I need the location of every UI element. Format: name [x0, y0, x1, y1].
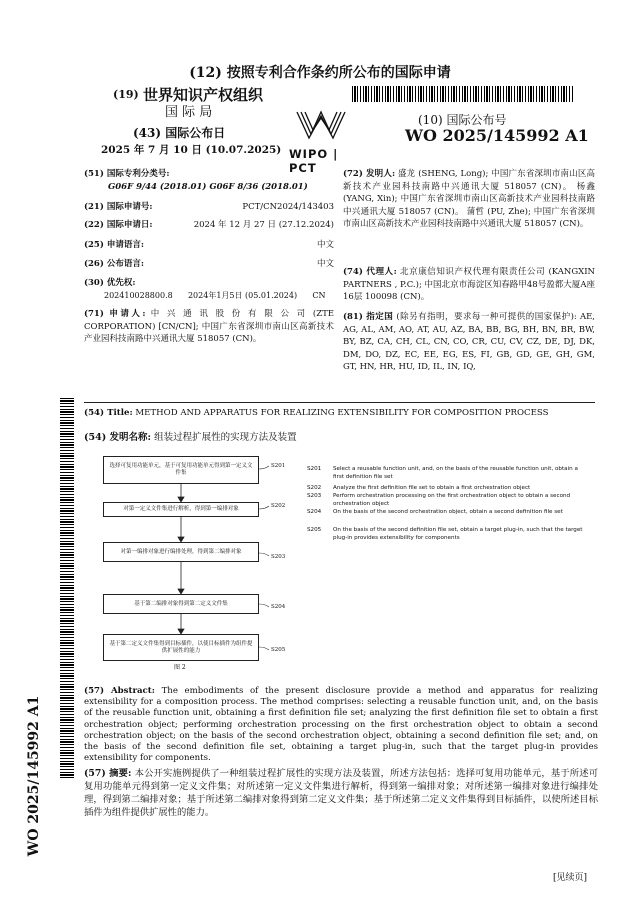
legend-code: S202 [307, 485, 322, 491]
legend-text: Perform orchestration processing on the first orchestration object to obtain a second orchestration object [333, 493, 571, 507]
title-zh-label: (54) 发明名称: [84, 432, 152, 443]
wipo-logo-text: WIPO | PCT [289, 147, 339, 175]
field-21-value: PCT/CN2024/143403 [242, 202, 334, 212]
org-code: (19) [113, 88, 139, 101]
title-en-label: (54) Title: [84, 408, 133, 418]
org-sub: 国 际 局 [165, 105, 213, 120]
abstract-en-text: The embodiments of the present disclosure provide a method and apparatus for realizing extensibility for a composition process. The method comprises: selecting a reusable function unit, and, on the basis of the reusable function unit, obtaining a first definition file set; analyzing the first definition file set to obtain a first orchestration object; performing orchestration processing on the first orchestration object to obtain a second orchestration object; on the basis of the second orchestration object, obtaining a second definition file set; and, on the basis of the second definition file set, obtaining a target plug-in, such that the target plug-in provides extensibility for components. [84, 686, 598, 764]
leader-s201 [259, 466, 269, 469]
legend-code: S205 [307, 527, 322, 533]
field-81-value: (除另有指明，要求每一种可提供的国家保护): AE, AG, AL, AM, AO, AT, AU, AZ, BA, BB, BG, BH, BN, BR, BW, BY, BZ, CA, CH, CL, CN, CO, CR, CU, CV, CZ, DE, DJ, DK, DM, DO, DZ, EC, EE, EG, ES, FI, GB, GD, GE, GH, GM, GT, HN, HR, HU, ID, IL, IN, IQ, [343, 312, 595, 372]
flow-step-box-4: 基于第二编排对象得到第二定义文件集 [103, 594, 259, 614]
legend-s201 [307, 466, 583, 481]
continued-marker: [见续页] [553, 873, 588, 883]
field-51-value: G06F 9/44 (2018.01) G06F 8/36 (2018.01) [108, 181, 308, 192]
legend-text: Analyze the first definition file set to obtain a first orchestration object [333, 485, 531, 491]
legend-text: On the basis of the second definition file set, obtain a target plug-in, such that the target plug-in provides extensibility for components [333, 527, 583, 541]
abstract-en [84, 686, 598, 764]
leader-s202 [259, 506, 269, 509]
flow-step-box-1: 选择可复用功能单元，基于可复用功能单元得到第一定义文件集 [103, 456, 259, 484]
document-header-title: (12) 按照专利合作条约所公布的国际申请 [189, 65, 451, 81]
step-label-s202: S202 [271, 503, 286, 509]
field-21-label: (21) 国际申请号: [84, 202, 153, 212]
side-publication-number: WO 2025/145992 A1 [26, 695, 42, 857]
field-72-label: (72) 发明人: [343, 169, 396, 179]
field-25-label: (25) 申请语言: [84, 240, 144, 250]
org-name: 世界知识产权组织 [143, 86, 264, 104]
legend-s205 [307, 527, 583, 542]
field-72-value: 盛龙 (SHENG, Long); 中国广东省深圳市南山区高新技术产业园科技南路中兴通讯大厦 518057 (CN)。 杨鑫 (YANG, Xin); 中国广东省深圳市南山区高新技术产业园科技南路中兴通讯大厦 518057 (CN)。 蒲哲 (PU, Zhe); 中国广东省深圳市南山区高新技术产业园科技南路中兴通讯大厦 518057 (CN)。 [343, 169, 595, 229]
field-74-label: (74) 代理人: [343, 267, 397, 277]
field-30-value: 202410028800.8 2024年1月5日 (05.01.2024) CN [104, 290, 326, 300]
legend-code: S204 [307, 509, 322, 515]
flow-step-box-2: 对第一定义文件集进行解析，得到第一编排对象 [103, 502, 259, 517]
field-30-label: (30) 优先权: [84, 278, 136, 288]
abstract-en-label: (57) Abstract: [84, 686, 155, 696]
legend-code: S201 [307, 466, 322, 472]
legend-text: On the basis of the second orchestration object, obtain a second definition file set [333, 509, 563, 515]
abstract-zh [84, 767, 598, 819]
pub-date: 2025 年 7 月 10 日 (10.07.2025) [101, 144, 282, 156]
title-en-value: METHOD AND APPARATUS FOR REALIZING EXTENSIBILITY FOR COMPOSITION PROCESS [135, 408, 549, 418]
step-label-s204: S204 [271, 604, 286, 610]
abstract-zh-label: (57) 摘要: [84, 768, 132, 779]
figure-caption: 图 2 [174, 664, 186, 671]
legend-s203 [307, 493, 583, 508]
legend-s204 [307, 509, 583, 517]
field-22-label: (22) 国际申请日: [84, 220, 153, 230]
abstract-zh-text: 本公开实施例提供了一种组装过程扩展性的实现方法及装置，所述方法包括：选择可复用功能单元，基于所述可复用功能单元得到第一定义文件集；对所述第一定义文件集进行解析，得到第一编排对象；对所述第一编排对象进行编排处理，得到第二编排对象；基于所述第二编排对象得到第二定义文件集；基于所述第二定义文件集得到目标插件，以使所述目标插件为组件提供扩展性的能力。 [84, 768, 598, 818]
field-26-value: 中文 [316, 259, 334, 269]
field-26-label: (26) 公布语言: [84, 259, 144, 269]
title-zh-value: 组装过程扩展性的实现方法及装置 [154, 432, 297, 443]
leader-s203 [259, 553, 269, 556]
field-74-value: 北京康信知识产权代理有限责任公司 (KANGXIN PARTNERS , P.C.); 中国北京市海淀区知春路甲48号盈都大厦A座16层 100098 (CN)。 [343, 267, 595, 302]
field-22-value: 2024 年 12 月 27 日 (27.12.2024) [193, 220, 334, 230]
field-71-value: 中 兴 通 讯 股 份 有 限 公 司 (ZTE CORPORATION) [CN/CN]; 中国广东省深圳市南山区高新技术产业园科技南路中兴通讯大厦 518057 (CN)。 [84, 309, 334, 344]
legend-code: S203 [307, 493, 322, 499]
step-label-s203: S203 [271, 554, 286, 560]
field-71-label: (71) 申请人: [84, 309, 146, 319]
pub-date-label: (43) 国际公布日 [133, 126, 226, 140]
legend-text: Select a reusable function unit, and, on the basis of the reusable function unit, obtain a first definition file set [333, 466, 578, 480]
field-51-label: (51) 国际专利分类号: [84, 169, 170, 179]
field-81-label: (81) 指定国 [343, 312, 394, 322]
pub-no-label: (10) 国际公布号 [418, 113, 507, 127]
field-25-value: 中文 [316, 240, 334, 250]
step-label-s201: S201 [271, 463, 286, 469]
step-label-s205: S205 [271, 647, 286, 653]
legend-s202 [307, 485, 583, 493]
flow-step-box-5: 基于第二定义文件集得到目标插件，以使目标插件为组件提供扩展性的能力 [103, 634, 259, 661]
pub-no: WO 2025/145992 A1 [405, 126, 589, 145]
leader-s204 [259, 604, 269, 607]
leader-s205 [259, 647, 269, 650]
flow-step-box-3: 对第一编排对象进行编排处理，得到第二编排对象 [103, 542, 259, 562]
